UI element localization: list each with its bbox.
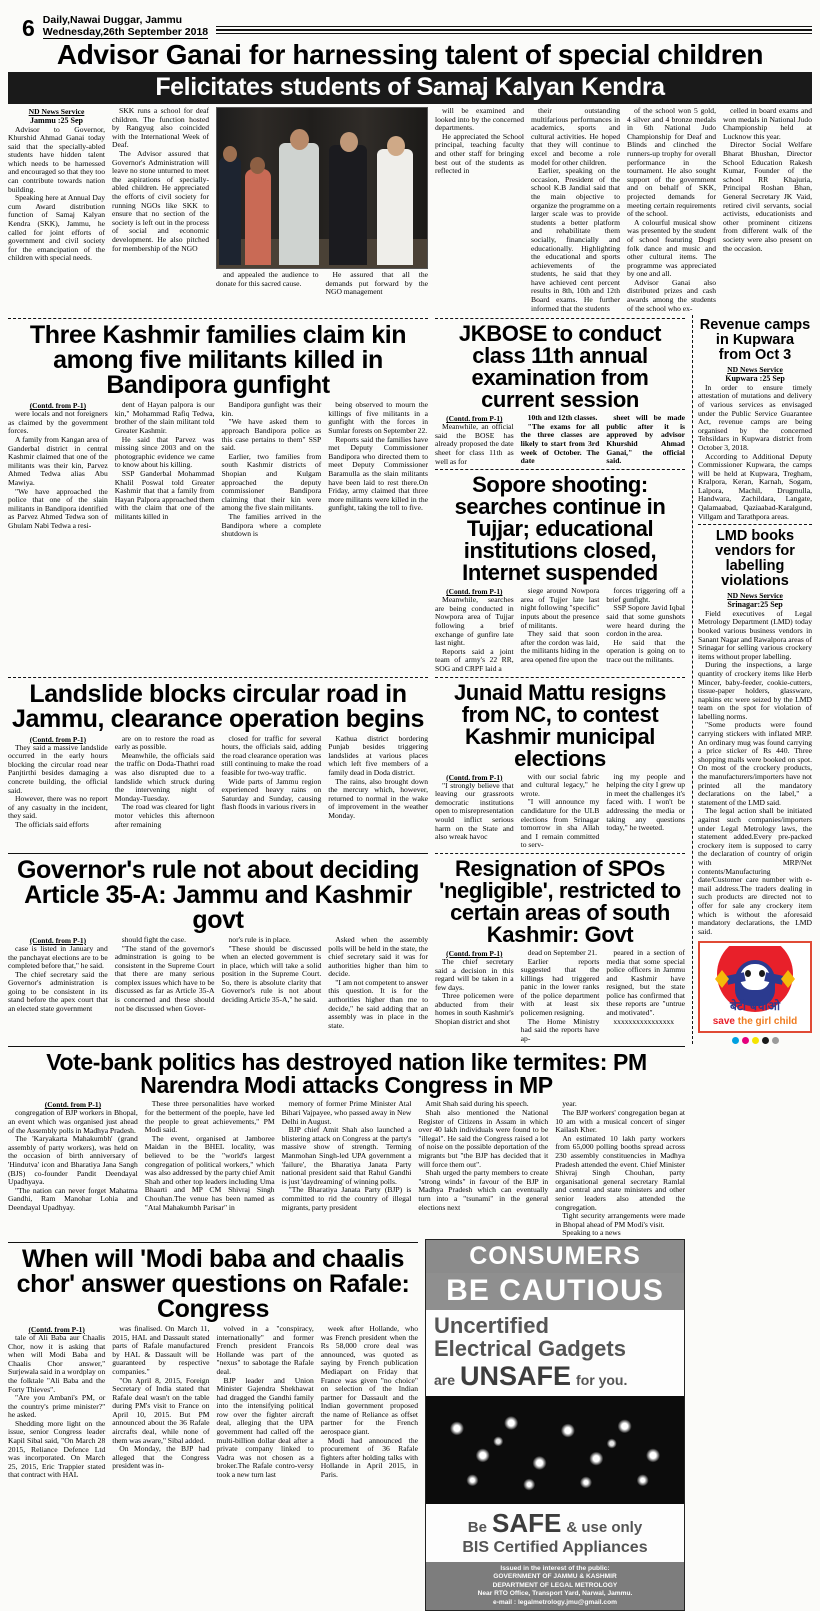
ad-fairy-lights-photo [426, 1396, 684, 1504]
paragraph: case is listed in January and the panchayat elections are to be completed before that," he said. [8, 943, 108, 971]
article35a-text-2 [115, 936, 215, 1013]
paragraph: He said that Parvez was missing since 2003 and on the photographic evidence we came to know about his killing. [114, 434, 215, 470]
paragraph: Amit Shah said during his speech. [425, 1099, 529, 1109]
paper-name: Daily,Nawai Duggar, Jammu [42, 14, 183, 26]
paragraph: "On April 8, 2015, Foreign Secretary of India stated that Rafale deal wasn't on the table during PM's visit to France on April 10, 2015. But PM announced about the 36 Rafale aircrafts deal, while none of them was aware," Sibal added. [112, 1375, 210, 1445]
rafale-text-3 [217, 1325, 314, 1480]
bandipora-headline: Three Kashmir families claim kin among five militants killed in Bandipora gunfight [29, 321, 407, 400]
contd-note: (Contd. from P-1) [446, 414, 503, 424]
paragraph: "The exams for all the three classes are likely to start from 3rd week of October. The date [520, 421, 600, 466]
landslide-headline: Landslide blocks circular road in Jammu, clearance operation begins [12, 679, 424, 733]
sopore-headline: Sopore shooting: searches continue in Tujjar; educational institutions closed, Internet suspended [454, 472, 666, 586]
paragraph: dent of Hayan palpora is our kin," Mohammad Rafiq Tedwa, brother of the slain militant told Greater Kashmir. [114, 400, 215, 436]
paragraph: nor's rule is in place. [228, 934, 291, 944]
lead-col-2 [112, 107, 209, 297]
lead-col-4 [435, 107, 524, 313]
paragraph: "Some products were found carrying stickers with inflated MRP. An ordinary mug was found carrying a price sticker of Rs 440. Three shopping malls were booked on spot. On most of the crockery products, the manufacturers/importers have not printed all the mandatory declarations on the label," a statement of the LMD said. [698, 720, 812, 807]
paragraph: Reports said the families have met Deputy Commissioner Bandipora who directed them to meet Deputy Commissioner Baramulla as the slain militants have been laid to rest there.On Friday, army claimed that three more militants were killed in the gunfight, taking the toll to five. [328, 434, 428, 513]
paragraph: The families arrived in the Bandipora where a complete shutdown is [221, 511, 322, 539]
lead-text-6 [723, 107, 812, 253]
contd-note: (Contd. from P-1) [446, 587, 503, 597]
paragraph: BJP leader and Union Minister Gajendra Shekhawat had dragged the Gandhi family into the intensifying political row over the fighter aircraft deal, alleging that the UPA government had called off the multi-billion dollar deal after a private company linked to Vadra was not chosen as a broker.The Rafale contro-versy took a new turn last [216, 1375, 314, 1480]
lead-text-5 [627, 107, 716, 313]
lead-reverse-headline: Felicitates students of Samaj Kalyan Kendra [8, 72, 812, 104]
paragraph: year. [562, 1099, 577, 1109]
article35a-headline: Governor's rule not about deciding Article 35-A: Jammu and Kashmir govt [16, 855, 420, 934]
paragraph: The chief secretary said a decision in this regard will be taken in a few days. [435, 956, 514, 992]
paragraph: SSP Sopore Javid Iqbal said that some gunshots were heard during the cordon in the area. [606, 603, 686, 639]
paragraph: celled in board exams and won medals in National Judo Championship held at Lucknow this year. [723, 106, 812, 141]
paragraph: week after Hollande, who was French president when the Rs 58,000 crore deal was announced, was quoted as saying by French publication Mediapart on Friday that France was given "no choice" on selection of the Indian partner for Dassault and the Indian government proposed the name of Reliance as offset partner for the French aerospace giant. [320, 1323, 418, 1437]
paragraph: "Are you Ambani's PM, or the country's prime minister?" he asked. [8, 1393, 106, 1420]
rafale-headline: When will 'Modi baba and chaalis chor' answer questions on Rafale: Congress [16, 1244, 410, 1323]
lmd-text [698, 610, 812, 937]
paragraph: BJP chief Amit Shah also launched a blistering attack on Congress at the party's massive show of strength. Terming Manmohan Singh-led UPA government a 'failure', the Bharatiya Janata Party national president said that Rahul Gandhi is just 'daydreaming' of winning polls. [281, 1125, 412, 1186]
votebank-text-5 [555, 1100, 685, 1238]
ad-word-safe: SAFE [491, 1507, 562, 1538]
junaid-text-3 [606, 773, 685, 833]
paragraph: forces triggering off a brief gunfight. [606, 586, 686, 604]
paragraph: Meanwhile, searches are being conducted in Nowpora area of Tujjar following a brief exchange of gunfire late last night. [435, 595, 514, 648]
paragraph: "I strongly believe that leaving our grassroots democratic institutions open to misrepresentation would inflict serious harm on the State and also wreak havoc [435, 780, 514, 842]
paragraph: tale of Ali Baba aur Chaalis Chor, now it is asking that when will Modi Baba and Chaalis Chor answer," Surjewala said in a wordplay on the folktale "Ali Baba and the Forty Thieves". [8, 1332, 106, 1394]
paragraph: The Home Ministry had said the reports have ap- [520, 1016, 600, 1043]
paragraph: "We have asked them to approach Bandipora police as this case pertains to them" SSP said. [221, 417, 322, 453]
paragraph: SSP Ganderbal Mohammad Khalil Poswal told Greater Kashmir that that a family from Hayan Palpora approached them with the claim that one of the militants killed in [114, 469, 215, 521]
contd-note: (Contd. from P-1) [28, 1324, 85, 1334]
color-dot [742, 1037, 749, 1044]
ad-footer [426, 1562, 684, 1610]
paragraph: of the school won 5 gold, 4 silver and 4 bronze medals in 6th National Judo Championship for Deaf and Blinds and clinched the runners-up trophy for overall performance in the tournament. He also sought support of the government and on behalf of SKK, projected demands for meeting certain requirements of the school. [627, 106, 716, 219]
paragraph: and appealed the audience to donate for this sacred cause. [216, 270, 319, 288]
paragraph: Speaking here at Annual Day cum Award distribution function of Samaj Kalyan Kendra (SKK), Jammu, he called for joint efforts of government and civil society for the emancipation of the children with special needs. [8, 193, 105, 263]
bandipora-text-4 [328, 401, 428, 513]
contd-note: (Contd. from P-1) [29, 935, 87, 945]
landslide-text-3 [222, 735, 322, 812]
page-folio-number: 6 [22, 15, 35, 41]
ad-word-be: Be [467, 1518, 487, 1536]
paragraph: A colourful musical show was presented by the student of school featuring Dogri folk dance and music and other cultural items. The programme was appreciated by one and all. [627, 217, 716, 279]
paragraph: SKK runs a school for deaf children. The function hosted by Rangyug also coincided with the International Week of Deaf. [112, 106, 209, 150]
paragraph: siege around Nowpora area of Tujjer late last night following "specific" inputs about the presence of militants. [520, 586, 600, 630]
lmd-headline: LMD books vendors for labelling violations [715, 528, 795, 590]
paragraph: The event, organised at Jamboree Maidan in the BHEL locality, was believed to be the "world's largest congregation of political workers," which was also addressed by the party chief Amit Shah and other top leaders including Uma Bhaarti and MP CM Shivraj Singh Chouhan.The venue has been named as "Atal Mahakumbh Parisar" in [144, 1133, 275, 1212]
beti-bachao-logo [698, 941, 812, 1033]
paragraph: being observed to mourn the killings of five militants in a gunfight with the forces in Sumlar forests on September 22. [328, 400, 428, 436]
paragraph: peared in a section of media that some special police officers in Jammu and Kashmir have resigned, but the state police has confirmed that these reports are "untrue and motivated". [606, 947, 686, 1018]
jkbose-text-3 [606, 414, 685, 466]
paragraph: will be examined and looked into by the concerned departments. [435, 106, 524, 133]
news-service-label: ND News Service [727, 591, 783, 601]
article35a-text-4 [328, 936, 428, 1031]
paragraph: An estimated 10 lakh party workers from 65,000 polling booths spread across 230 assembly constituencies in Madhya Pradesh attended the event. Chief Minister Shivraj Singh Chouhan, party organisational general secretary Ramlal and central and state ministers and other senior leaders also attended the congregation. [555, 1133, 685, 1212]
paragraph: were locals and not foreigners as claimed by the government forces. [8, 409, 108, 436]
paragraph: The chief secretary said the Governor's administration is going to be consistent in its stand before the apex court that an elected state government [8, 969, 108, 1014]
paragraph: "The nation can never forget Mahatma Gandhi, Ram Manohar Lohia and Deendayal Upadhyay. [8, 1185, 138, 1212]
masthead-titleblock [43, 14, 208, 40]
spo-headline: Resignation of SPOs 'negligible', restricted to certain areas of south Kashmir: Govt [439, 855, 681, 947]
paragraph: sheet will be made public after it is approved by advisor Khurshid Ahmad Ganai," the official said. [606, 413, 686, 466]
paragraph: Meanwhile, an official said the BOSE has already proposed the date sheet for class 11th as well as for [435, 422, 514, 466]
ad-word-useonly: & use only [566, 1518, 643, 1536]
lead-col-5 [531, 107, 620, 313]
paragraph: Modi had announced the procurement of 36 Rafale fighters after holding talks with Hollande in April 2015, in Paris. [320, 1435, 418, 1480]
paragraph: These three personalities have worked for the betterment of the poeple, have led the people to great achievements," PM Modi said. [144, 1099, 275, 1135]
paragraph: Field executives of Legal Metrology Department (LMD) today booked various business vendors in Sanant Nagar and Rawalpora areas of Srinagar for selling various crockery items without proper labelling. [698, 608, 812, 661]
paragraph: A family from Kangan area of Ganderbal district in central Kashmir claimed that one of the militants was their kin, Parvez Ahmed Tedwa alias Abu Mawiya. [8, 435, 108, 487]
paragraph: They said a massive landslide occurred in the early hours blocking the circular road near Panjtirthi besides damaging a concrete building, the official said. [8, 742, 108, 795]
jkbose-text-2 [521, 414, 600, 466]
paragraph: He assured that all the demands put forward by the NGO management [325, 270, 428, 297]
color-dot [772, 1037, 779, 1044]
landslide-text-2 [115, 735, 215, 830]
ad-word-are: are [434, 1371, 456, 1388]
paragraph: closed for traffic for several hours, the officials said, adding the road clearance operation was still continuing to make the road feasible for two-way traffic. [221, 733, 322, 777]
lead-text-4 [531, 107, 620, 313]
ad-footer-line-2: GOVERNMENT OF JAMMU & KASHMIR [493, 1573, 617, 1581]
revenue-camps-text [698, 384, 812, 522]
dateline: Jammu :25 Sep [30, 116, 83, 125]
lead-text-2 [112, 107, 209, 253]
votebank-headline: Vote-bank politics has destroyed nation like termites: PM Narendra Modi attacks Congress in MP [46, 1049, 647, 1099]
paragraph: "The stand of the governor's adminstration is going to be consistent in the Supreme Court that there are many serious complex issues which have to be discussed as far as Article 35-A is concerned and these should not be discussed when Gover- [114, 943, 215, 1013]
paragraph: The legal action shall be initiated against such companies/importers under Legal Metrology laws, the statement added.Every pre-packed crockery item is supposed to carry the declaration of country of origin with MRP/Net contents/Manufacturing date/Customer care number with e-mail address.The traders dealing in such products are directed not to offer for sale any crockery item which is without the aforesaid mandatory declarations, the LMD said. [698, 806, 812, 936]
paragraph: "I will announce my candidature for the ULB elections from Srinagar tomorrow in sha Allah and I remain committed to serv- [520, 797, 600, 850]
paragraph: Earlier reports suggested that the killings had triggered panic in the lower ranks of the police department with at least six policemen resigning. [520, 956, 600, 1018]
rafale-text-1 [8, 1334, 105, 1480]
paragraph: Director Social Welfare Bharat Bhushan, Director School Education Rakesh Kumar, Founder of the school RR Khajuria, Principal Roshan Bhan, General Secretary JK Vaid, retired civil servants, social activists, educationists and other prominent citizens from different walk of the society were also present on the occasion. [723, 140, 812, 253]
paragraph: The officials said efforts [15, 819, 89, 829]
paragraph: 10th and 12th classes. [527, 413, 598, 423]
registration-color-dots [698, 1037, 812, 1044]
paragraph: Speaking to a news [562, 1228, 621, 1238]
contd-note: (Contd. from P-1) [29, 734, 87, 744]
dateline: Kupwara :25 Sep [725, 374, 785, 384]
paragraph: Three policemen were abducted from their homes in south Kashmir's Shopian district and shot [435, 991, 514, 1027]
paragraph: According to Additional Deputy Commissioner Kupwara, the camps will be held at Kupwara, Tregham, Kralpora, Keran, Karnah, Sogam, Lalpora, Machil, Drugmulla, Handwara, Zachildara, Langate, Qalamaabad, Qaziaabad-Karalgund, Villgam and Tarathpora areas. [698, 451, 812, 521]
article35a-text-3 [222, 936, 322, 1005]
rafale-text-4 [321, 1325, 418, 1480]
news-service-label: ND News Service [28, 107, 85, 116]
paragraph: Earlier, speaking on the occasion, President of the school K.B Jandial said that the main objective to organize the programme on a larger scale was to provide students a better platform and rehabilitate them socially, financially and educationally. Highlighting the educational and sports achievements of the students, he said that they have achieved cent percent results in 8th, 10th and 12th Board exams. He further informed that the students [531, 166, 620, 313]
paragraph: Earlier, two families from south Kashmir districts of Shopian and Kulgam approached the deputy commissioner Bandipora claiming that their kin were among the five slain militants. [221, 451, 322, 513]
contd-note: (Contd. from P-1) [446, 772, 503, 782]
contd-note: (Contd. from P-1) [446, 948, 503, 958]
junaid-text-2 [521, 773, 600, 850]
sopore-text-3 [606, 587, 685, 664]
paragraph: dead on September 21. [527, 947, 597, 957]
paragraph: "I am not competent to answer this question. It is for the authorities higher than me to decide," he said adding that an assembly was in place in the state. [328, 977, 428, 1030]
paragraph: He said that the operation is going on to trace out the militants. [606, 637, 686, 664]
paragraph: memory of former Prime Minister Atal Bihari Vajpayee, who passed away in New Delhi in August. [281, 1099, 412, 1126]
paragraph: He appreciated the School principal, teaching faculty and other staff for bringing best out of the students as reflected in [435, 131, 524, 176]
paragraph: However, there was no report of any casualty in the incident, they said. [8, 794, 108, 821]
paragraph: The road was cleared for light motor vehicles this afternoon after remaining [114, 802, 215, 829]
logo-hindi-text: बेटी बचाओ [729, 999, 781, 1014]
dateline: Srinagar:25 Sep [727, 600, 783, 610]
news-service-label: ND News Service [727, 365, 783, 375]
sopore-text-2 [521, 587, 600, 664]
spo-text-2 [521, 949, 600, 1044]
paragraph: Advisor Ganai also distributed prizes and cash awards among the students of the school who ex- [627, 277, 716, 313]
bandipora-text-1 [8, 410, 108, 530]
ad-word-foryou: for you. [576, 1371, 628, 1388]
junaid-text-1 [435, 782, 514, 842]
lead-col-1 [8, 107, 105, 297]
votebank-text-4 [418, 1100, 548, 1212]
lead-photo-text-2 [326, 271, 429, 297]
ad-line-be-cautious: BE CAUTIOUS [426, 1273, 684, 1310]
revenue-camps-headline: Revenue camps in Kupwara from Oct 3 [699, 317, 811, 364]
paragraph: volved in a "conspiracy, internationally" and former French president Francois Hollande was part of the "nexus" to sabotage the Rafale deal. [216, 1323, 314, 1376]
paragraph: Shedding more light on the issue, senior Congress leader Kapil Sibal said, "On March 28 2015, Reliance Defence Ltd was incorporated. On March 25, 2015, Eric Trappier stated that contract with HAL [8, 1418, 106, 1480]
advertisement [425, 1239, 685, 1611]
masthead-rules [216, 26, 812, 40]
color-dot [732, 1037, 739, 1044]
bandipora-text-3 [222, 401, 322, 539]
paragraph: They said that soon after the cordon was laid, the militants hiding in the area opened fire upon the [520, 629, 600, 664]
junaid-headline: Junaid Mattu resigns from NC, to contest Kashmir municipal elections [453, 679, 667, 771]
logo-girlchild-text: the girl child [737, 1016, 798, 1028]
paragraph: with our social fabric and cultural legacy," he wrote. [520, 771, 600, 798]
jkbose-headline: JKBOSE to conduct class 11th annual examination from current session [458, 321, 662, 413]
paragraph: should fight the case. [121, 934, 186, 944]
lead-photo-block [216, 107, 428, 297]
paragraph: Shah also mentioned the National Register of Citizens in Assam in which over 40 lakh individuals were found to be "illegal". He said the Congress raised a lot of noise on the possible deportation of the migrants but "the BJP has decided that it will force them out". [418, 1108, 549, 1169]
landslide-text-4 [328, 735, 428, 821]
paragraph: "The Bharatiya Janata Party (BJP) is committed to rid the country of illegal migrants, party president [281, 1185, 412, 1212]
ad-footer-line-1: Issued in the interest of the public: [500, 1564, 610, 1572]
paragraph: xxxxxxxxxxxxxxxx [613, 1016, 675, 1026]
paragraph: Shah urged the party members to create "strong winds" in favour of the BJP in Madhya Pradesh which can eventually turn into a "tsunami" in the general elections next [418, 1168, 549, 1212]
paragraph: "We have approached the police that one of the slain militants in Bandipora identified as Parvez Ahmed Tedwa son of Ghulam Nabi Tedwa a resi- [8, 486, 108, 530]
paragraph: The 'Karyakarta Mahakumbh' (grand assembly of party workers), was held on the occasion of birth anniversary of 'Hindutva' icon and Bharatiya Jana Sangh (BJS) co-founder Pandit Deendayal Upadhyaya. [8, 1134, 138, 1187]
lead-col-7 [723, 107, 812, 313]
ad-footer-line-5: e-mail : legalmetrology.jmu@gmail.com [493, 1598, 617, 1606]
felicitation-photo [216, 107, 428, 269]
spo-text-3 [606, 949, 685, 1026]
votebank-text-3 [282, 1100, 412, 1212]
bandipora-text-2 [115, 401, 215, 521]
paragraph: congregation of BJP workers in Bhopal, an event which was organised just ahead of the Assembly polls in Madhya Pradesh. [8, 1108, 138, 1135]
paragraph: Meanwhile, the officials said the traffic on Doda-Thathri road was also disrupted due to a landslide which struck during the intervening night of Monday-Tuesday. [114, 750, 215, 803]
paragraph: Wide parts of Jammu region experienced heavy rains on Saturday and Sunday, causing flash floods in various rivers in [221, 776, 322, 812]
lead-col-6 [627, 107, 716, 313]
paragraph: Asked when the assembly polls will be held in the state, the chief secretary said it was for authorities higher than him to decide. [328, 934, 428, 979]
lead-text-1 [8, 126, 105, 264]
masthead [8, 6, 812, 40]
paragraph: In order to ensure timely attestation of mutations and delivery of various services as envisaged under the Public Service Guarantee Act, revenue camps are being organised by the concerned Tehsildars in Kupwara district from October 3, 2018. [698, 382, 812, 452]
ad-line-uncertified: Uncertified [434, 1312, 549, 1338]
paragraph: Tight security arrangements were made in Bhopal ahead of PM Modi's visit. [555, 1211, 685, 1229]
right-rail [692, 315, 812, 1044]
lead-photo-text-1 [216, 271, 319, 288]
paragraph: Bandipora gunfight was their kin. [221, 400, 322, 418]
votebank-text-2 [145, 1100, 275, 1212]
paragraph: Advisor to Governor, Khurshid Ahmad Ganai today said that the specially-abled students have hidden talent which needs to be harnessed and encouraged so that they too can contribute towards nation building. [8, 124, 105, 194]
ad-word-unsafe: UNSAFE [460, 1360, 572, 1391]
color-dot [752, 1037, 759, 1044]
ad-footer-line-4: Near RTO Office, Transport Yard, Narwal, Jammu. [477, 1590, 633, 1598]
color-dot [762, 1037, 769, 1044]
landslide-text-1 [8, 744, 108, 830]
ad-line-gadgets: Electrical Gadgets [434, 1335, 626, 1361]
paragraph: The Advisor assured that Governor's Administration will leave no stone unturned to meet the aspirations of specially-abled children. He appreciated the efforts of civil society for running NGOs like SKK to ensure that no section of the society is left out in the process of social and economic development. He also pitched for membership of the NGO [112, 148, 209, 253]
sopore-text-1 [435, 596, 514, 673]
paragraph: "These should be discussed when an elected government is in place, which will take a solid position in the Supreme Court. So, there is absolute clarity that Governor's rule is not about deciding Article 35-A," he said. [221, 943, 322, 1005]
paragraph: was finalised. On March 11, 2015, HAL and Dassault stated parts of Rafale manufactured by HAL & Dassault will be guaranteed by respective companies." [112, 1323, 210, 1376]
contd-note: (Contd. from P-1) [44, 1100, 102, 1110]
paragraph: are on to restore the road as early as possible. [114, 733, 215, 752]
ad-footer-line-3: DEPARTMENT OF LEGAL METROLOGY [492, 1581, 618, 1589]
ad-line-bis: BIS Certified Appliances [462, 1538, 648, 1556]
ad-line-consumers: CONSUMERS [426, 1240, 684, 1273]
lead-text-3 [435, 107, 524, 176]
logo-save-text: save [712, 1016, 735, 1028]
votebank-text-1 [8, 1109, 138, 1212]
jkbose-text-1 [435, 423, 514, 466]
spo-text-1 [435, 958, 514, 1027]
paragraph: Reports said a joint team of army's 22 RR, SOG and CRPF laid a [435, 646, 514, 673]
paragraph: During the inspections, a large quantity of crockery items like Herb Mincer, baby-feeder, cookie-cutters, tissue-paper holders, glassware, napkins etc were seized by the LMD team on the spot for violation of labelling norms. [698, 660, 812, 721]
paragraph: Kathua district bordering Punjab besides triggering landslides at various places which left five members of a family dead in Doda district. [328, 733, 428, 777]
lead-headline: Advisor Ganai for harnessing talent of special children [56, 39, 764, 70]
issue-date: Wednesday,26th September 2018 [42, 26, 209, 38]
paragraph: The BJP workers' congregation began at 10 am with a musical concert of singer Kailash Kher. [555, 1108, 685, 1135]
paragraph: The rains, also brought down the mercury which, however, returned to normal in the wake of improvement in the weather Monday. [328, 776, 428, 820]
contd-note: (Contd. from P-1) [29, 401, 87, 411]
article35a-text-1 [8, 945, 108, 1014]
rafale-text-2 [112, 1325, 209, 1471]
paragraph: their outstanding multifarious performances in academics, sports and cultural activities. He hoped that they will continue to excel and become a role model for other children. [531, 106, 620, 167]
paragraph: ing my people and helping the city I grew up in meet the challenges it's faced with. I won't be addressing the media or taking any questions today," he tweeted. [606, 771, 686, 833]
paragraph: On Monday, the BJP had alleged that the Congress president was in- [112, 1444, 210, 1471]
